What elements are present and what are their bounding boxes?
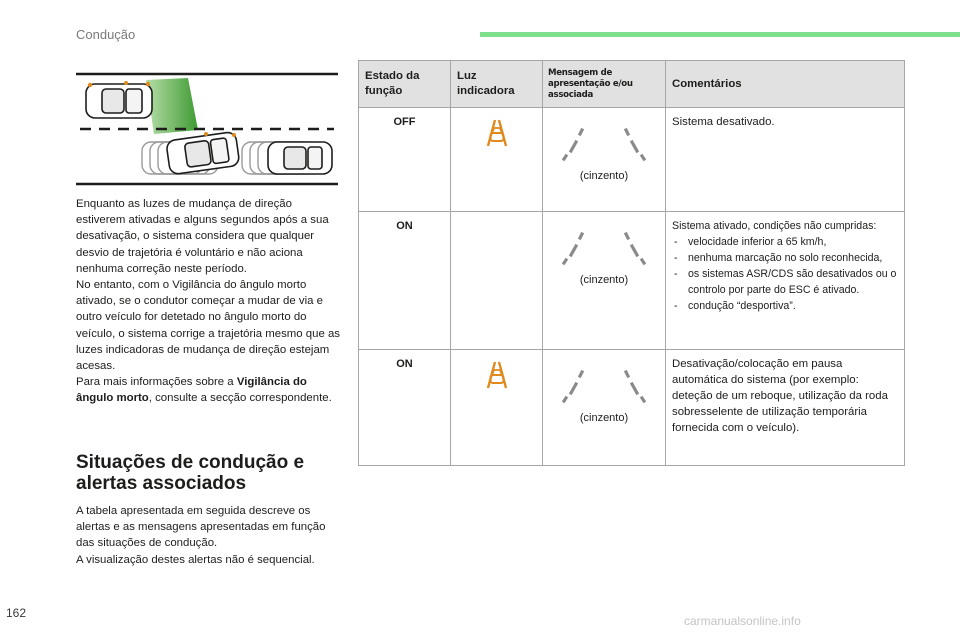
light-cell [451,212,543,350]
message-cell [543,212,666,350]
header-light: Luz indicadora [451,61,543,108]
light-cell [451,108,543,212]
list-item: - condução “desportiva”. [672,298,898,314]
header-comments: Comentários [666,61,905,108]
light-cell [451,350,543,466]
table-row [359,108,905,212]
comment-cell: Desativação/colocação em pausa automática do sistema (por exemplo: deteção de um reboque, utilização da roda sobresselente de utilização temporária fornecida com o veículo). [666,350,905,466]
table-intro [76,503,346,568]
state-value: ON [359,350,451,466]
message-caption: (cinzento) [579,412,629,424]
list-item: - velocidade inferior a 65 km/h, [672,234,898,250]
state-value: ON [359,212,451,350]
body-text-1: Enquanto as luzes de mudança de direção estiverem ativadas e alguns segundos após a sua desativação, o sistema considera que qualquer desvio de trajetória é voluntário e não aciona nenhuma correção neste período. [76,198,329,275]
message-cell [543,108,666,212]
table-intro-text-1: A tabela apresentada em seguida descreve os alertas e as mensagens apresentadas em função das situações de condução. [76,505,326,550]
lane-markings-icon [556,230,652,266]
comment-intro: Sistema ativado, condições não cumpridas: [672,220,877,232]
body-text-3-suffix: , consulte a secção correspondente. [148,392,332,405]
watermark: carmanualsonline.info [684,614,801,628]
header-state: Estado da função [359,61,451,108]
header-message: Mensagem de apresentação e/ou associada [543,61,666,108]
lane-assist-warning-icon [480,116,514,150]
table-intro-text-2: A visualização destes alertas não é sequencial. [76,553,315,566]
comment-cell: Sistema desativado. [666,108,905,212]
lane-assist-warning-icon [480,358,514,392]
message-caption: (cinzento) [579,170,629,182]
body-text-3-prefix: Para mais informações sobre a [76,376,237,389]
message-cell [543,350,666,466]
list-item: - nenhuma marcação no solo reconhecida, [672,250,898,266]
message-caption: (cinzento) [579,274,629,286]
function-states-table [358,60,905,466]
table-header-row [359,61,905,108]
lane-markings-icon [556,368,652,404]
list-item: - os sistemas ASR/CDS são desativados ou o controlo por parte do ESC é ativado. [672,266,898,298]
table-row [359,350,905,466]
table-row [359,212,905,350]
lane-markings-icon [556,126,652,162]
body-text-2: No entanto, com o Vigilância do ângulo morto ativado, se o condutor começar a mudar de via e outro veículo for detetado no ângulo morto do veículo, o sistema corrige a trajetória mesmo que as luzes indicadoras de mudança de direção estejam acesas. [76,279,340,373]
blind-spot-overtaking-diagram-icon [76,72,338,186]
blind-spot-reference: Vigilância do ângulo morto [76,376,307,405]
conditions-list [672,234,898,314]
comment-cell [666,212,905,350]
body-paragraph [76,196,341,407]
section-title: Condução [76,27,136,42]
page-number: 162 [6,606,27,620]
state-value: OFF [359,108,451,212]
header-accent-bar [480,32,960,37]
section-heading: Situações de condução e alertas associados [76,452,305,494]
